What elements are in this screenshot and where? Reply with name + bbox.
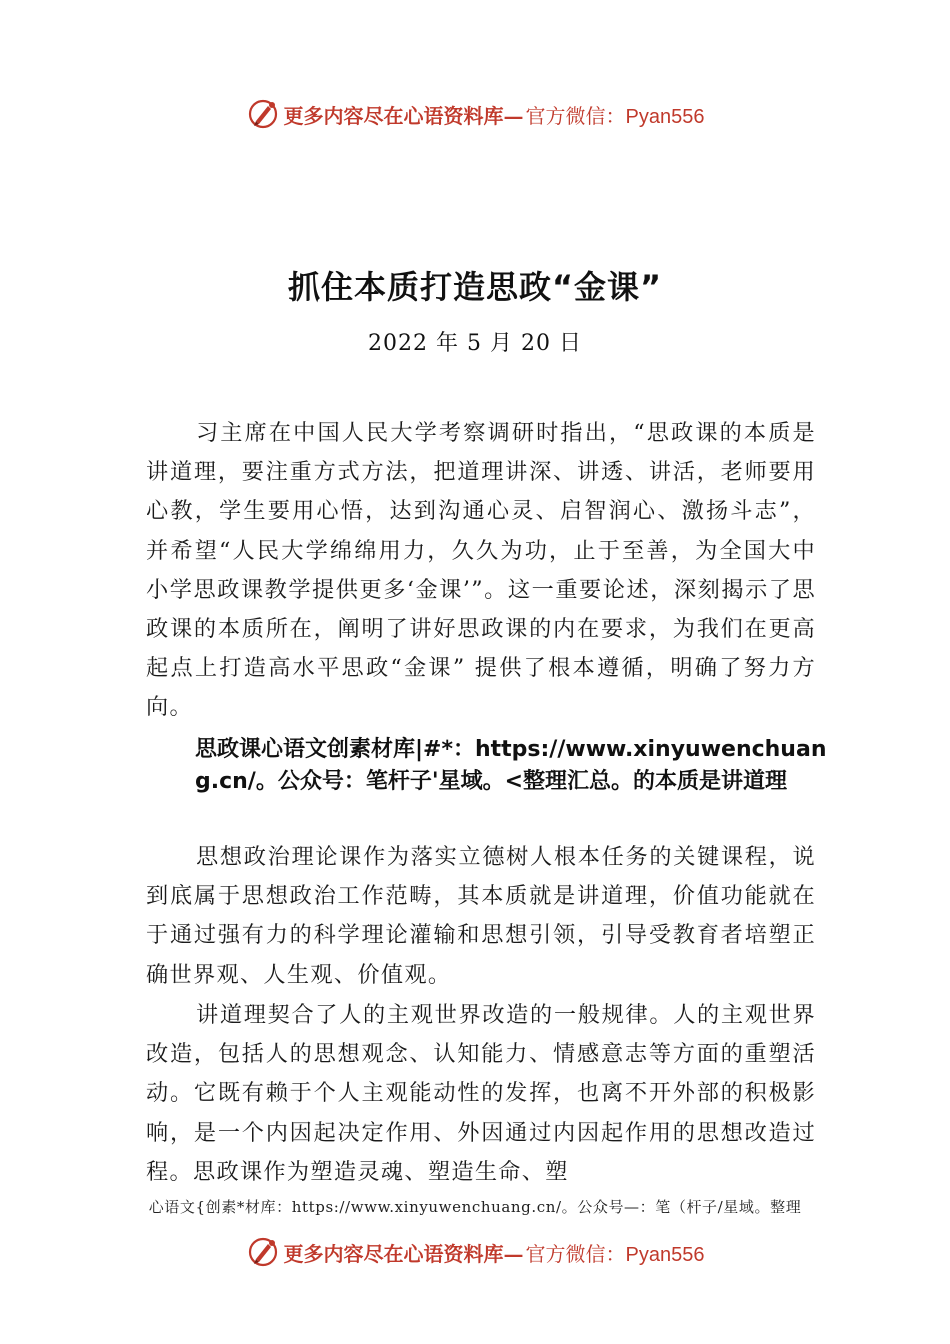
wechat-contact: 官方微信：Pyan556 — [525, 103, 705, 128]
body-paragraph: 讲道理契合了人的主观世界改造的一般规律。人的主观世界改造，包括人的思想观念、认知能力、情感意志等方面的重塑活动。它既有赖于个人主观能动性的发挥，也离不开外部的积极影响，是一个内因起决定作用、外因通过内因起作用的思想改造过程。思政课作为塑造灵魂、塑造生命、塑 — [146, 1002, 816, 1185]
wechat-contact: 官方微信：Pyan556 — [525, 1241, 705, 1266]
body-paragraph: 思想政治理论课作为落实立德树人根本任务的关键课程，说到底属于思想政治工作范畴，其本质就是讲道理，价值功能就在于通过强有力的科学理论灌输和思想引领，引导受教育者培塑正确世界观、人生观、价值观。 — [146, 844, 816, 988]
header-banner — [0, 92, 950, 136]
page-title: 抓住本质打造思政“金课” — [287, 268, 663, 306]
footer-banner — [0, 1230, 950, 1274]
promo-text: 更多内容尽在心语资料库— — [283, 103, 524, 128]
section-heading: 思政课心语文创素材库|#*：https://www.xinyuwenchuang.cn/。公众号：笔杆子'星域。<整理汇总。的本质是讲道理 — [195, 737, 827, 794]
publish-date: 2022 年 5 月 20 日 — [368, 331, 582, 356]
footer-watermark-text: 心语文{创素*材库：https://www.xinyuwenchuang.cn/。公众号—：笔（杆子/星域。整理 — [148, 1198, 802, 1216]
pen-logo-icon — [246, 97, 280, 131]
pen-logo-icon — [246, 1235, 280, 1269]
promo-text: 更多内容尽在心语资料库— — [283, 1241, 524, 1266]
body-paragraph: 习主席在中国人民大学考察调研时指出，“思政课的本质是讲道理，要注重方式方法，把道理讲深、讲透、讲活，老师要用心教，学生要用心悟，达到沟通心灵、启智润心、激扬斗志”，并希望“人民大学绵绵用力，久久为功，止于至善，为全国大中小学思政课教学提供更多‘金课’”。这一重要论述，深刻揭示了思政课的本质所在，阐明了讲好思政课的内在要求，为我们在更高起点上打造高水平思政“金课” 提供了根本遵循，明确了努力方向。 — [146, 420, 816, 721]
